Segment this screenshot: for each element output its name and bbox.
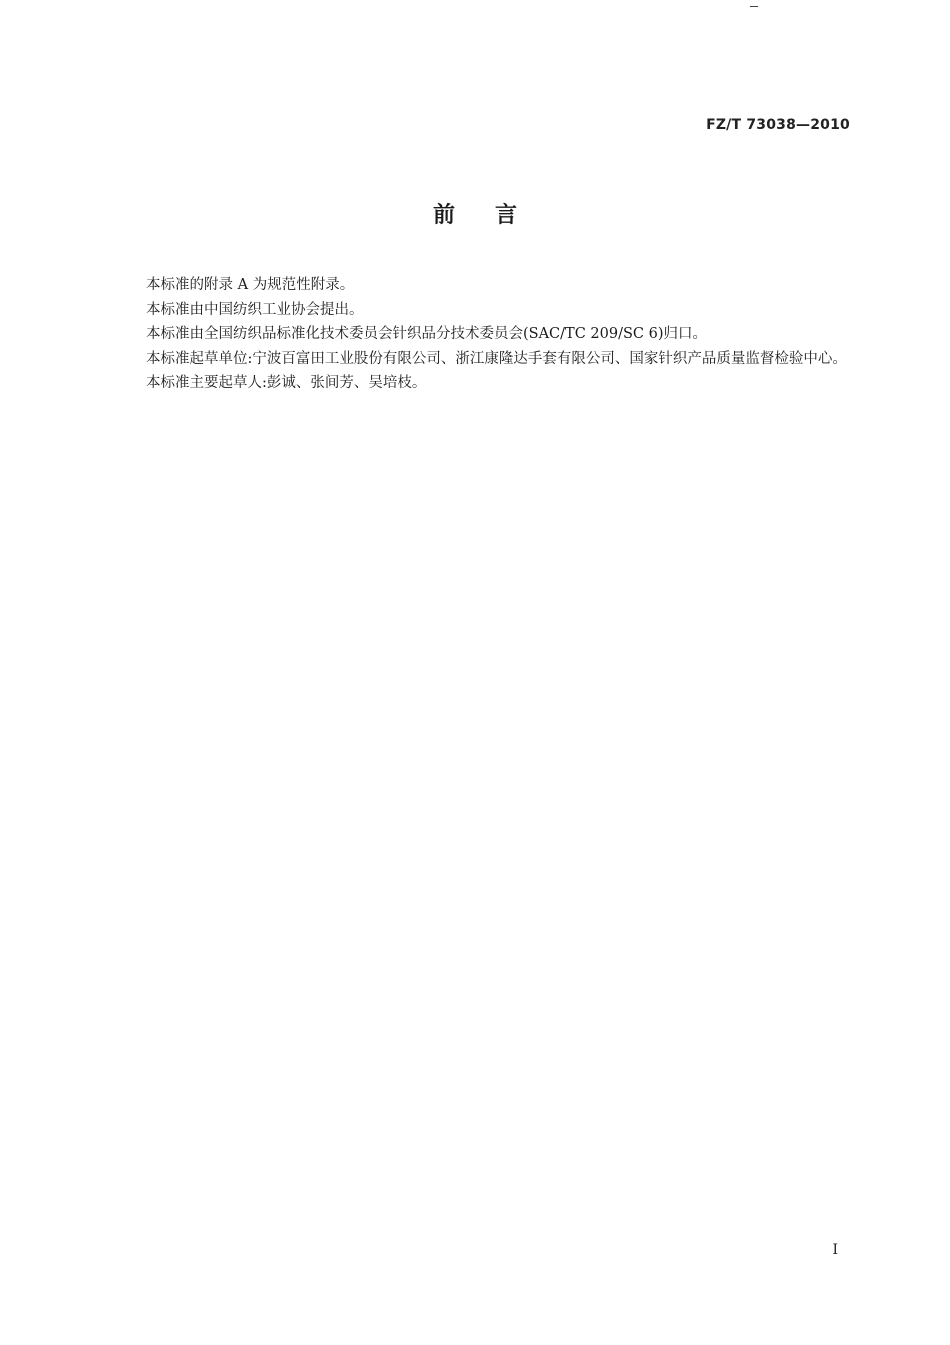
paragraph-committee: 本标准由全国纺织品标准化技术委员会针织品分技术委员会(SAC/TC 209/SC 6)归口。 xyxy=(146,326,707,342)
scan-mark xyxy=(750,6,758,7)
foreword-body xyxy=(114,273,851,396)
page-title: 前言 xyxy=(432,203,557,228)
page-number: I xyxy=(832,1242,838,1258)
paragraph-drafters: 本标准主要起草人:彭诚、张间芳、吴培枝。 xyxy=(146,375,427,391)
paragraph-appendix: 本标准的附录 A 为规范性附录。 xyxy=(146,277,355,293)
standard-code: FZ/T 73038—2010 xyxy=(706,117,850,133)
paragraph-drafting-units: 本标准起草单位:宁波百富田工业股份有限公司、浙江康隆达手套有限公司、国家针织产品质量监督检验中心。 xyxy=(146,350,847,367)
paragraph-proposer: 本标准由中国纺织工业协会提出。 xyxy=(146,301,364,318)
